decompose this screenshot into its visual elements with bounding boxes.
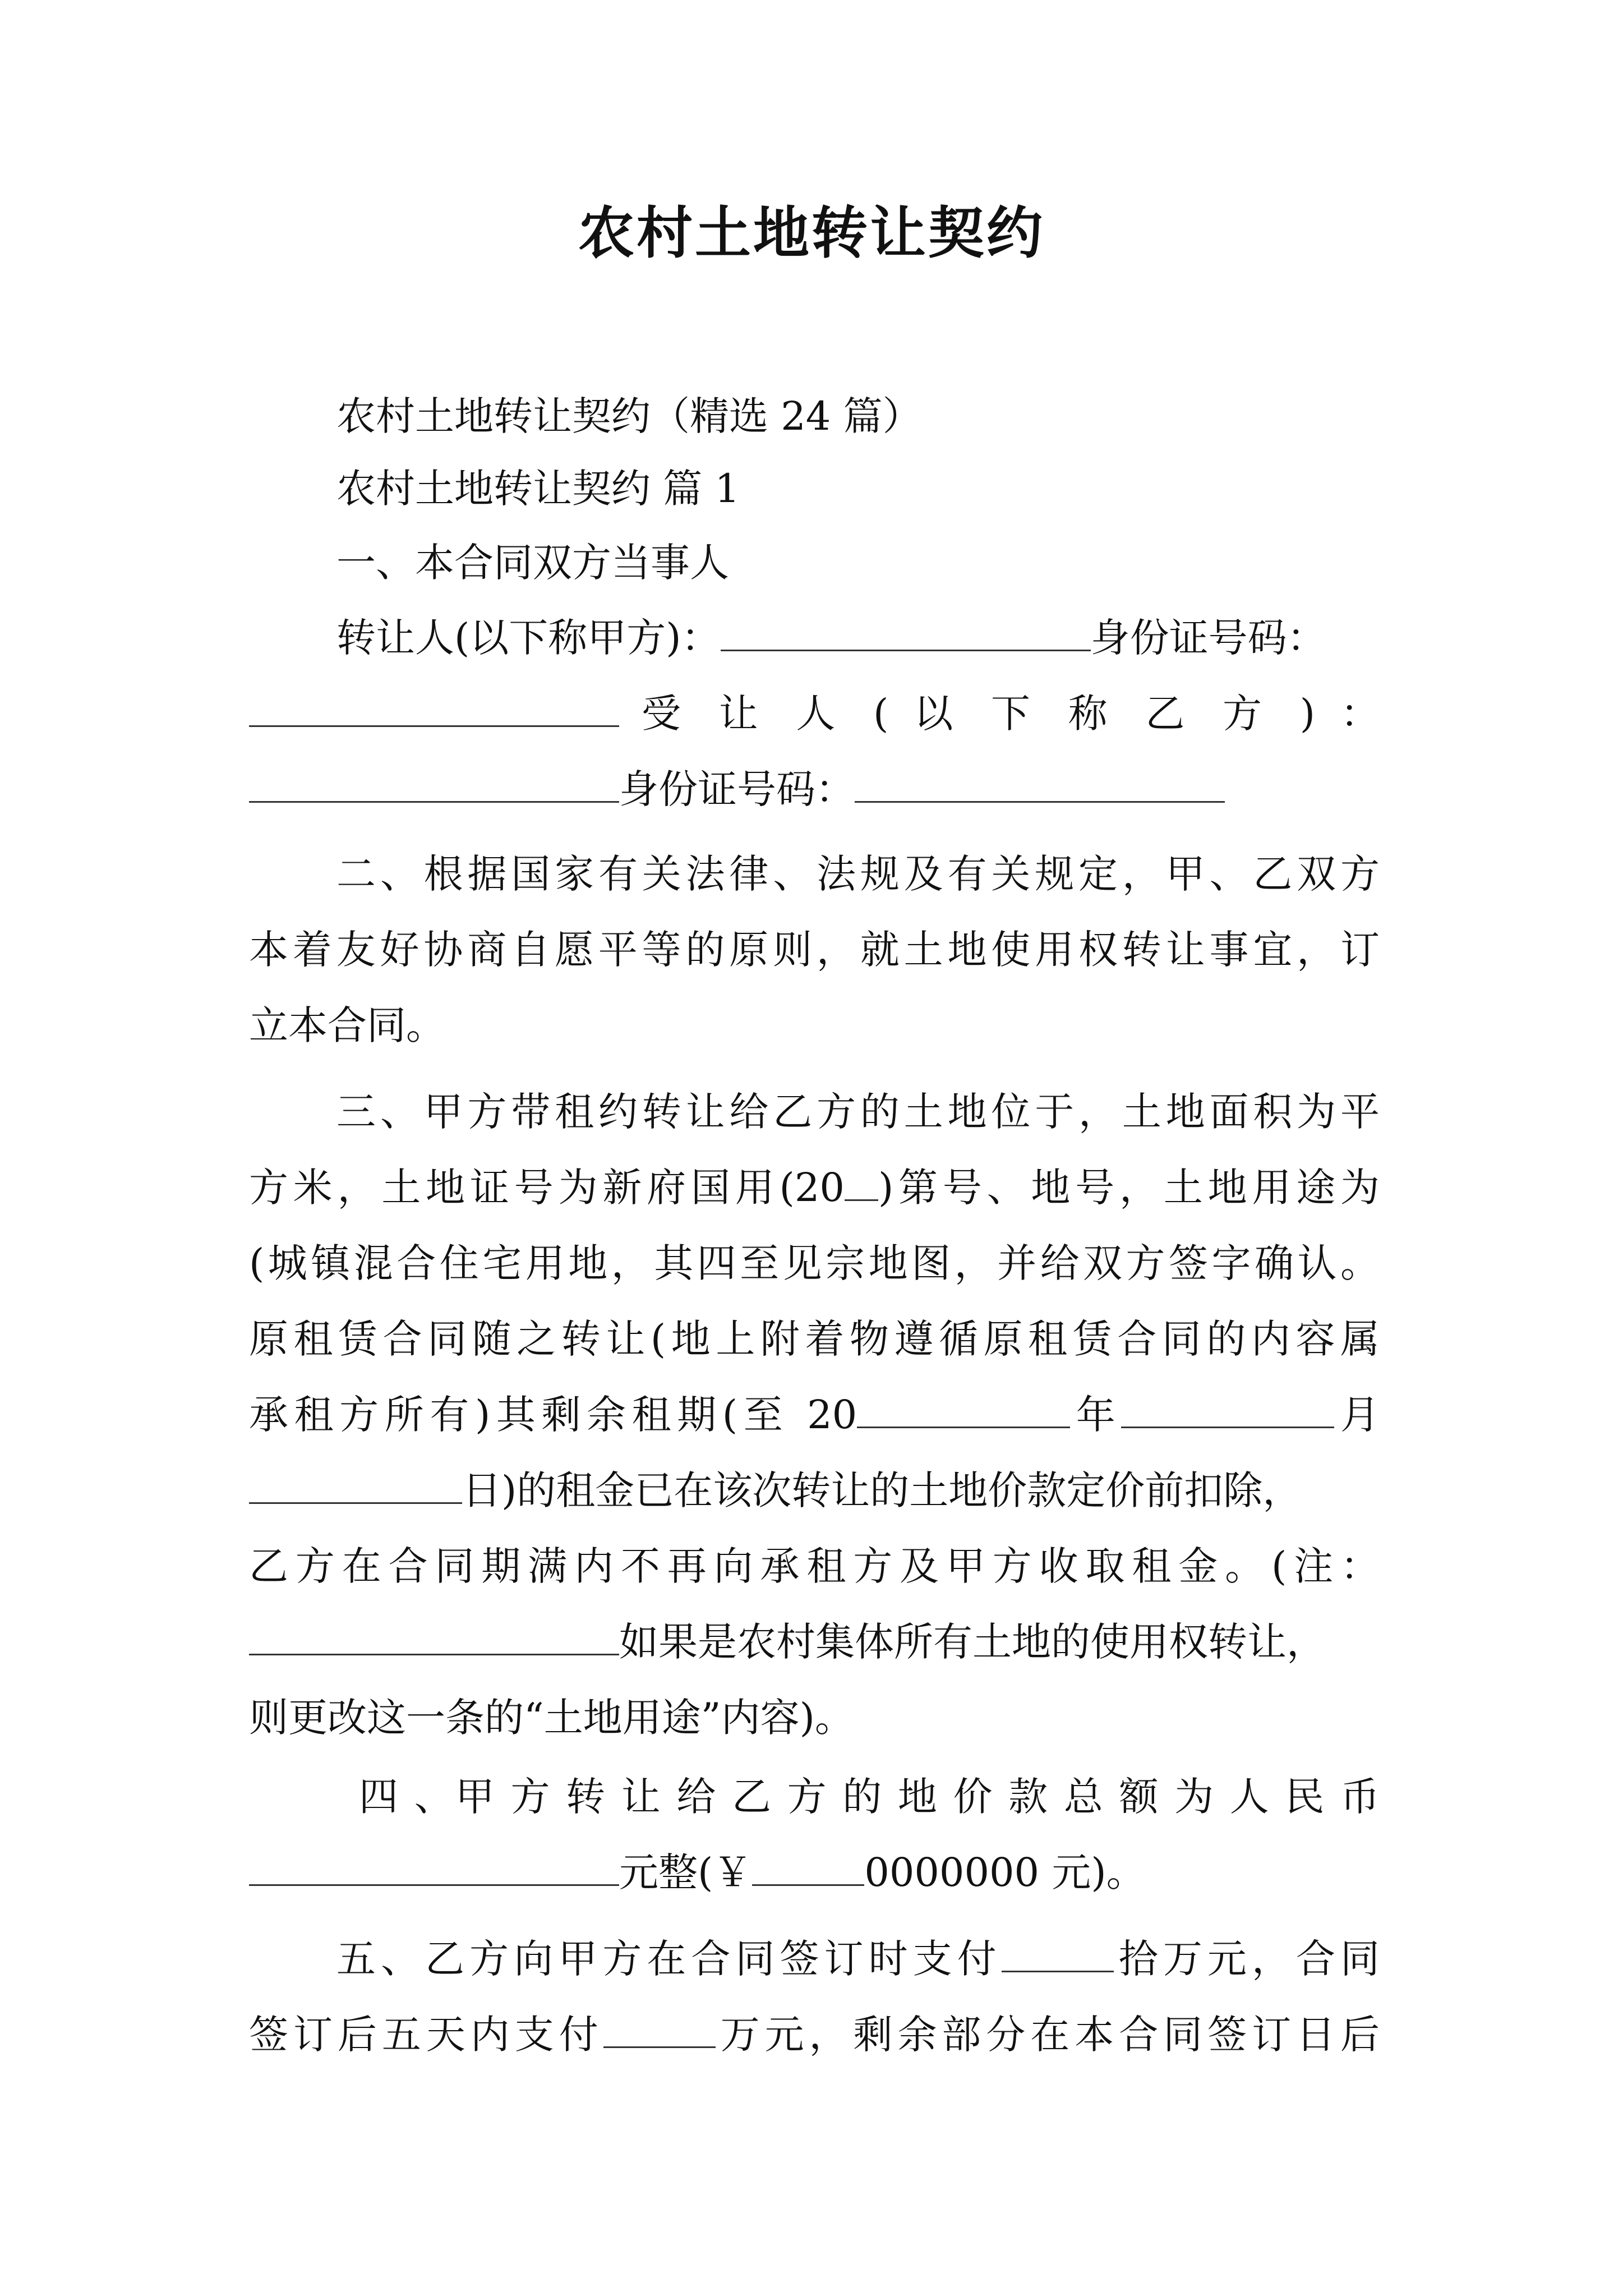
clause-3-line-1: 三、甲方带租约转让给乙方的土地位于，土地面积为平 — [336, 1089, 1380, 1135]
clause-3-line-5: 承租方所有)其剩余租期(至 20 年 月 — [249, 1388, 1380, 1442]
transferor-line — [336, 611, 1380, 665]
article-heading: 农村土地转让契约 篇 1 — [336, 466, 740, 512]
clause-2-line-2: 本着友好协商自愿平等的原则，就土地使用权转让事宜，订 — [249, 927, 1380, 973]
document-title: 农村土地转让契约 — [578, 200, 1045, 266]
transferee-id-blank — [855, 764, 1225, 803]
note-blank — [249, 1617, 619, 1655]
id-number-label: 身份证号码： — [1090, 615, 1326, 661]
clause-2-line-3: 立本合同。 — [249, 1002, 445, 1048]
clause-3-line-8: 如果是农村集体所有土地的使用权转让， — [249, 1615, 1380, 1669]
transferee-line — [249, 687, 1380, 740]
clause-3-line-9: 则更改这一条的“土地用途”内容)。 — [249, 1695, 854, 1741]
transferee-name-blank — [249, 764, 619, 803]
lease-month-blank — [1121, 1389, 1334, 1428]
clause-1-heading: 一、本合同双方当事人 — [336, 540, 729, 586]
transferor-name-blank — [721, 613, 1091, 651]
clause-3-line-7: 乙方在合同期满内不再向承租方及甲方收取租金。(注： — [249, 1543, 1380, 1589]
clause-2-line-1: 二、根据国家有关法律、法规及有关规定，甲、乙双方 — [336, 851, 1380, 897]
transferor-label: 转让人(以下称甲方)： — [336, 615, 721, 661]
collection-subtitle: 农村土地转让契约（精选 24 篇） — [336, 393, 922, 439]
amount-number-blank — [752, 1847, 864, 1886]
amount-words-blank — [249, 1847, 619, 1886]
clause-5-line-2: 签订后五天内支付 万元，剩余部分在本合同签订日后 — [249, 2008, 1380, 2062]
clause-4-line-1: 四 、甲 方 转 让 给 乙 方 的 地 价 款 总 额 为 人 民 币 — [359, 1774, 1380, 1820]
transferor-id-blank — [249, 688, 619, 727]
lease-day-blank — [249, 1465, 462, 1504]
transferee-label: 受 让 人 ( 以 下 称 乙 方 ) ： — [642, 691, 1380, 737]
lease-year-blank — [857, 1389, 1070, 1428]
clause-5-line-1: 五、乙方向甲方在合同签订时支付 拾万元，合同 — [336, 1932, 1380, 1986]
clause-3-line-6: 日)的租金已在该次转让的土地价款定价前扣除， — [249, 1464, 1380, 1517]
signing-payment-blank — [1002, 1934, 1114, 1972]
clause-3-line-2: 方米，土地证号为新府国用(20 )第号、地号，土地用途为 — [249, 1161, 1380, 1214]
id-number-label-2: 身份证号码： — [619, 766, 855, 812]
clause-4-line-2: 元整(￥ 0000000 元)。 — [249, 1846, 1380, 1899]
clause-3-line-3: (城镇混合住宅用地，其四至见宗地图，并给双方签字确认。 — [249, 1240, 1380, 1286]
clause-3-line-4: 原租赁合同随之转让(地上附着物遵循原租赁合同的内容属 — [249, 1316, 1380, 1362]
year-blank — [845, 1162, 878, 1201]
transferee-id-line — [249, 762, 1380, 816]
five-day-payment-blank — [603, 2009, 716, 2048]
